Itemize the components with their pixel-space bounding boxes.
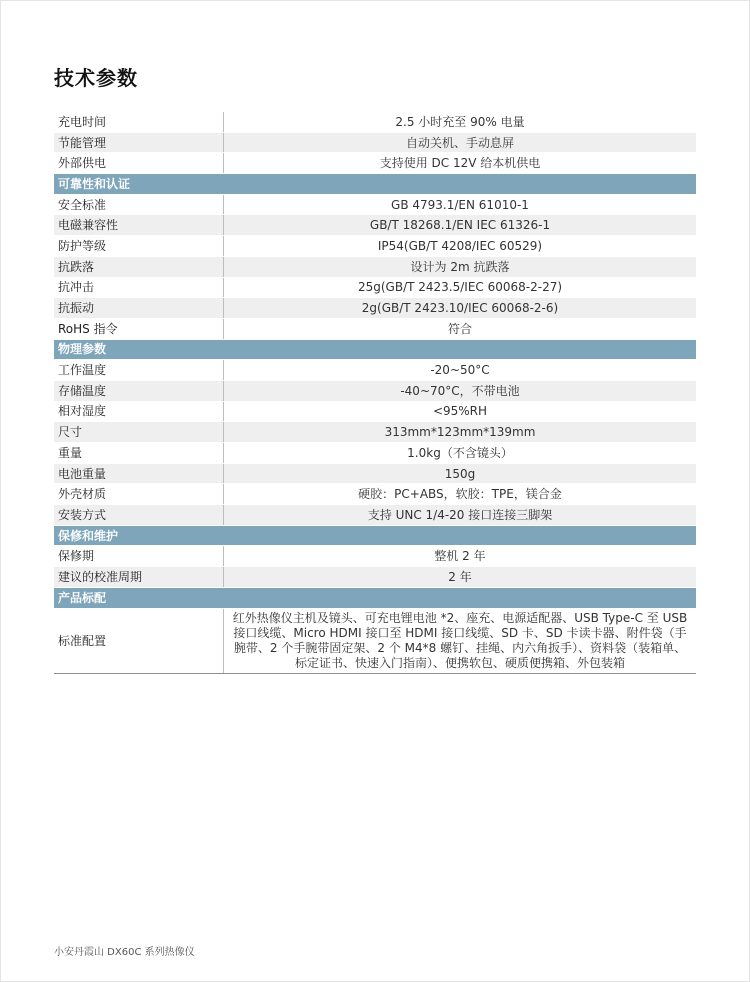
section-header-product [54,587,696,608]
spec-value: 支持 UNC 1/4-20 接口连接三脚架 [224,505,697,526]
spec-key: 存储温度 [54,380,224,401]
section-header-reliability [54,174,696,195]
table-row [54,505,696,526]
spec-key: 标准配置 [54,608,224,673]
spec-value: -40~70°C，不带电池 [224,380,697,401]
section-title: 可靠性和认证 [54,174,696,195]
table-row [54,215,696,236]
spec-key: 抗振动 [54,298,224,319]
spec-value: GB/T 18268.1/EN IEC 61326-1 [224,215,697,236]
table-row [54,153,696,174]
spec-value: GB 4793.1/EN 61010-1 [224,194,697,215]
table-row [54,443,696,464]
table-row [54,132,696,153]
spec-value: 设计为 2m 抗跌落 [224,256,697,277]
spec-key: 外壳材质 [54,484,224,505]
section-title: 物理参数 [54,339,696,360]
table-row [54,256,696,277]
table-row [54,567,696,588]
table-row [54,277,696,298]
table-row [54,484,696,505]
spec-value: 313mm*123mm*139mm [224,422,697,443]
table-row [54,112,696,132]
spec-key: 抗冲击 [54,277,224,298]
page-title: 技术参数 [54,66,138,90]
table-row [54,194,696,215]
spec-key: RoHS 指令 [54,318,224,339]
spec-value: 自动关机、手动息屏 [224,132,697,153]
spec-key: 保修期 [54,546,224,567]
table-row [54,463,696,484]
spec-value: 整机 2 年 [224,546,697,567]
table-row [54,298,696,319]
spec-key: 建议的校准周期 [54,567,224,588]
section-title: 产品标配 [54,587,696,608]
spec-value: 红外热像仪主机及镜头、可充电锂电池 *2、座充、电源适配器、USB Type-C 至 USB 接口线缆、Micro HDMI 接口至 HDMI 接口线缆、SD 卡、SD 卡读卡器、附件袋（手腕带、2 个手腕带固定架、2 个 M4*8 螺钉、挂绳、内六角扳手）、资料袋（装箱单、标定证书、快速入门指南）、便携软包、硬质便携箱、外包装箱 [224,608,697,673]
spec-value: IP54(GB/T 4208/IEC 60529) [224,236,697,257]
spec-value: 2g(GB/T 2423.10/IEC 60068-2-6) [224,298,697,319]
spec-value: 2 年 [224,567,697,588]
table-row [54,401,696,422]
spec-key: 安装方式 [54,505,224,526]
table-row [54,422,696,443]
spec-value: 1.0kg（不含镜头） [224,443,697,464]
section-header-physical [54,339,696,360]
section-title: 保修和维护 [54,525,696,546]
spec-value: 符合 [224,318,697,339]
spec-key: 工作温度 [54,360,224,381]
spec-key: 重量 [54,443,224,464]
spec-key: 尺寸 [54,422,224,443]
spec-value: 150g [224,463,697,484]
spec-value: 支持使用 DC 12V 给本机供电 [224,153,697,174]
table-row [54,380,696,401]
table-row [54,546,696,567]
spec-value: -20~50°C [224,360,697,381]
spec-key: 电磁兼容性 [54,215,224,236]
spec-key: 外部供电 [54,153,224,174]
spec-table [54,112,696,674]
table-row [54,608,696,673]
spec-value: 硬胶：PC+ABS，软胶：TPE，镁合金 [224,484,697,505]
spec-key: 相对湿度 [54,401,224,422]
spec-key: 防护等级 [54,236,224,257]
spec-key: 抗跌落 [54,256,224,277]
spec-key: 电池重量 [54,463,224,484]
spec-value: 2.5 小时充至 90% 电量 [224,112,697,132]
spec-key: 安全标准 [54,194,224,215]
spec-key: 充电时间 [54,112,224,132]
spec-value: 25g(GB/T 2423.5/IEC 60068-2-27) [224,277,697,298]
table-row [54,360,696,381]
spec-value: <95%RH [224,401,697,422]
page-footer: 小安丹霞山 DX60C 系列热像仪 [54,947,195,958]
table-row [54,236,696,257]
table-row [54,318,696,339]
section-header-warranty [54,525,696,546]
spec-key: 节能管理 [54,132,224,153]
